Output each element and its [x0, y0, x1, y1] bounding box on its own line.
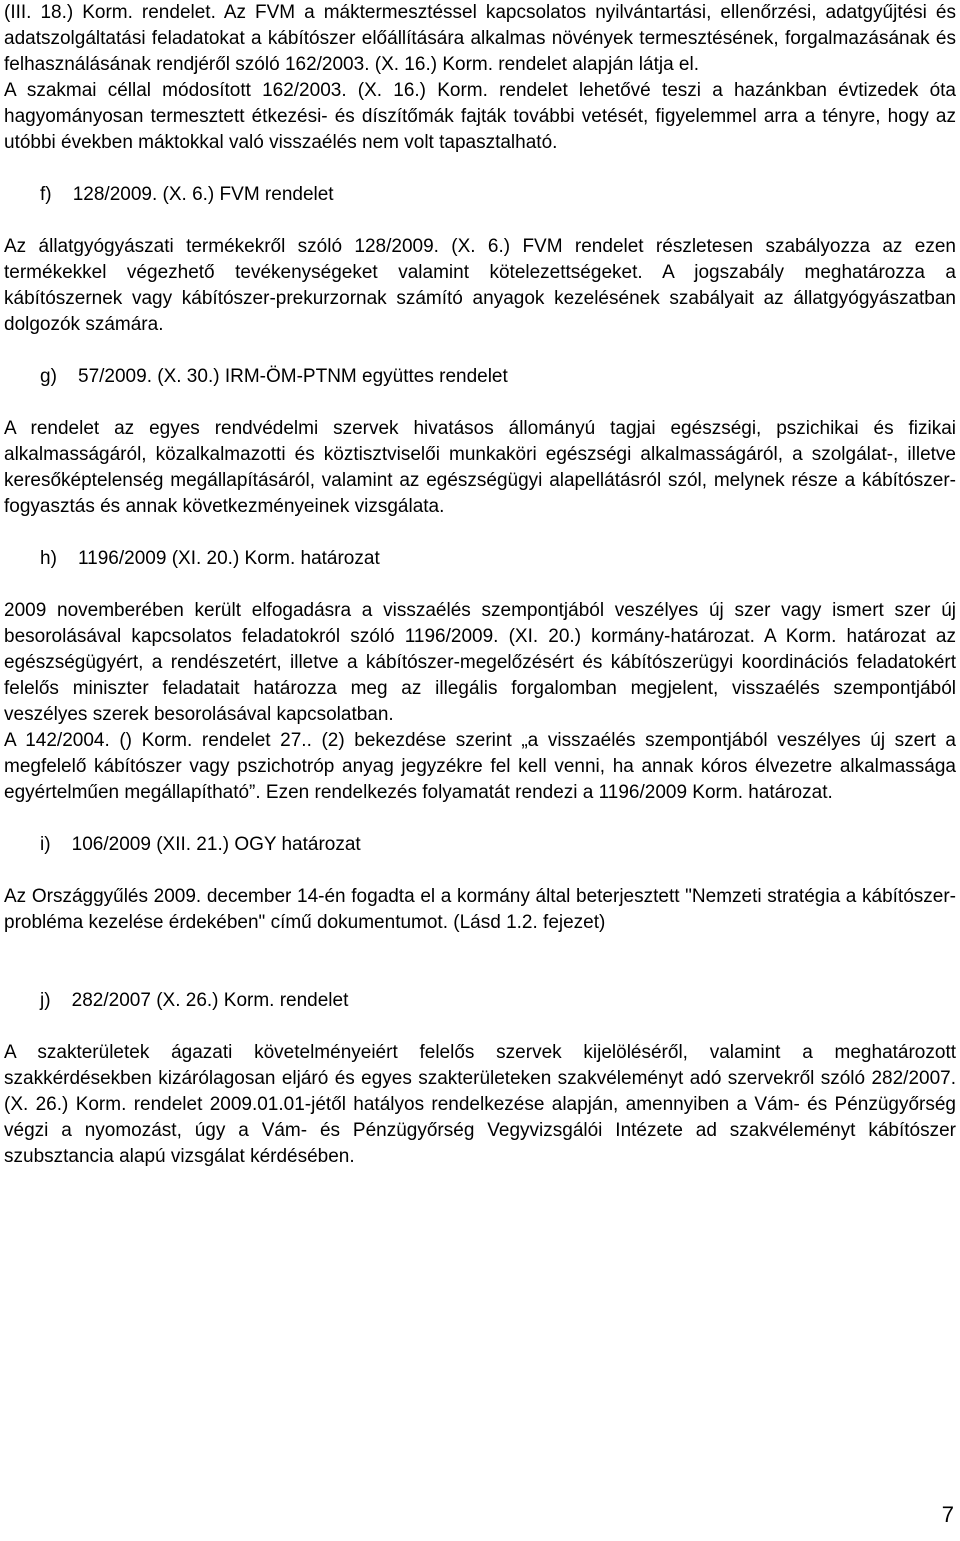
- spacer: [4, 390, 956, 416]
- section-heading: h) 1196/2009 (XI. 20.) Korm. határozat: [40, 548, 380, 569]
- spacer: [4, 572, 956, 598]
- spacer: [4, 936, 956, 988]
- spacer: [4, 520, 956, 546]
- paragraph: A szakterületek ágazati követelményeiért felelős szervek kijelöléséről, valamint a meghatározott szakkérdésekben kizárólagosan eljáró és egyes szakterületeken szakvéleményt adó szervekről szóló 282/2007. (X. 26.) Korm. rendelet 2009.01.01-jétől hatályos rendelkezése alapján, amennyiben a Vám- és Pénzügyőrség végzi a nyomozást, úgy a Vám- és Pénzügyőrség Vegyvizsgálói Intézete ad szakvéleményt kábítószer szubsztancia alapú vizsgálat kérdésében.: [4, 1042, 956, 1167]
- paragraph: Az állatgyógyászati termékekről szóló 128/2009. (X. 6.) FVM rendelet részletesen szabályozza az ezen termékekkel végezhető tevékenységeket valamint kötelezettségeket. A jogszabály meghatározza a kábítószernek vagy kábítószer-prekurzornak számító anyagok kezelésének szabályait az állatgyógyászatban dolgozók számára.: [4, 236, 956, 335]
- document-body: [4, 0, 956, 1170]
- section-heading: j) 282/2007 (X. 26.) Korm. rendelet: [40, 990, 349, 1011]
- section-heading: i) 106/2009 (XII. 21.) OGY határozat: [40, 834, 361, 855]
- spacer: [4, 1014, 956, 1040]
- section-heading: g) 57/2009. (X. 30.) IRM-ÖM-PTNM együttes rendelet: [40, 366, 508, 387]
- page-number: 7: [941, 1502, 954, 1527]
- paragraph: (III. 18.) Korm. rendelet. Az FVM a máktermesztéssel kapcsolatos nyilvántartási, ellenőrzési, adatgyűjtési és adatszolgáltatási feladatokat a kábítószer előállítására alkalmas növények termesztésének, forgalmazásának és felhasználásának rendjéről szóló 162/2003. (X. 16.) Korm. rendelet alapján látja el.: [4, 2, 956, 75]
- paragraph: A 142/2004. () Korm. rendelet 27.. (2) bekezdése szerint „a visszaélés szempontjából veszélyes új szert a megfelelő kábítószer vagy pszichotróp anyag jegyzékre fel kell venni, ha annak kóros élvezetre alkalmassága egyértelműen megállapítható”. Ezen rendelkezés folyamatát rendezi a 1196/2009 Korm. határozat.: [4, 730, 956, 803]
- paragraph: 2009 novemberében került elfogadásra a visszaélés szempontjából veszélyes új szer vagy ismert szer új besorolásával kapcsolatos feladatokról szóló 1196/2009. (XI. 20.) kormány-határozat. A Korm. határozat az egészségügyért, a rendészetért, illetve a kábítószer-megelőzésért és kábítószerügyi koordinációs feladatokért felelős miniszter feladatait határozza meg az illegális forgalomban megjelent, visszaélés szempontjából veszélyes szerek besorolásával kapcsolatban.: [4, 600, 956, 725]
- section-heading: f) 128/2009. (X. 6.) FVM rendelet: [40, 184, 334, 205]
- spacer: [4, 858, 956, 884]
- spacer: [4, 338, 956, 364]
- spacer: [4, 208, 956, 234]
- paragraph: A szakmai céllal módosított 162/2003. (X. 16.) Korm. rendelet lehetővé teszi a hazánkban évtizedek óta hagyományosan termesztett étkezési- és díszítőmák fajták további vetését, figyelemmel arra a tényre, hogy az utóbbi években máktokkal való visszaélés nem volt tapasztalható.: [4, 80, 956, 153]
- paragraph: A rendelet az egyes rendvédelmi szervek hivatásos állományú tagjai egészségi, pszichikai és fizikai alkalmasságáról, közalkalmazotti és köztisztviselői munkaköri egészségi alkalmasságáról, a szolgálat-, illetve keresőképtelenség megállapításáról, valamint az egészségügyi alapellátásról szól, melynek része a kábítószer-fogyasztás és annak következményeinek vizsgálata.: [4, 418, 956, 517]
- spacer: [4, 806, 956, 832]
- paragraph: Az Országgyűlés 2009. december 14-én fogadta el a kormány által beterjesztett "Nemzeti stratégia a kábítószer-probléma kezelése érdekében" című dokumentumot. (Lásd 1.2. fejezet): [4, 886, 956, 933]
- spacer: [4, 156, 956, 182]
